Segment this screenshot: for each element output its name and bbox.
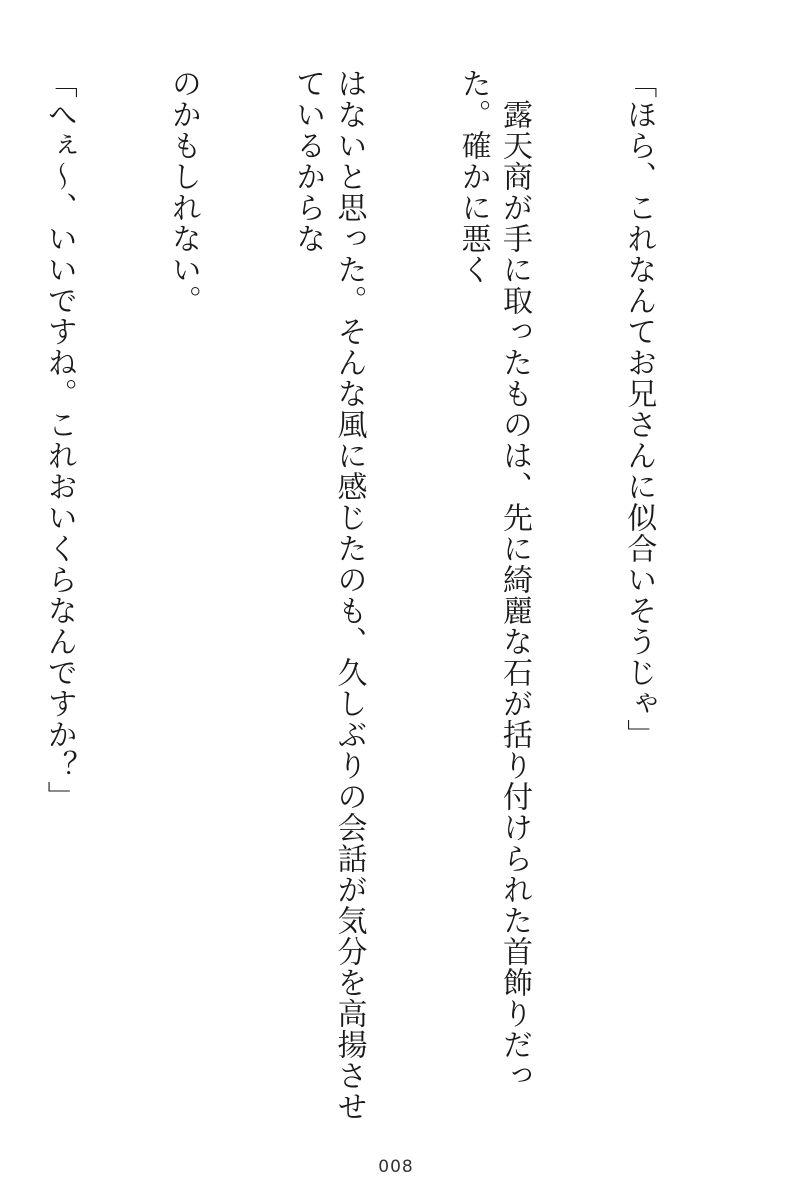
text-line: 「ほら、これなんてお兄さんに似合いそうじゃ」 <box>621 68 657 750</box>
body-text <box>0 68 742 1128</box>
page-number: 008 <box>378 1157 414 1177</box>
text-line: 「へぇ～、いいですね。これおいくらなんですか？」 <box>41 68 77 812</box>
text-line: のかもしれない。 <box>165 68 201 316</box>
text-line: はないと思った。そんな風に感じたのも、久しぶりの会話が気分を高揚させているからな <box>290 68 367 1122</box>
text-line: 露天商が手に取ったものは、先に綺麗な石が括り付けられた首飾りだった。確かに悪く <box>455 68 533 1091</box>
